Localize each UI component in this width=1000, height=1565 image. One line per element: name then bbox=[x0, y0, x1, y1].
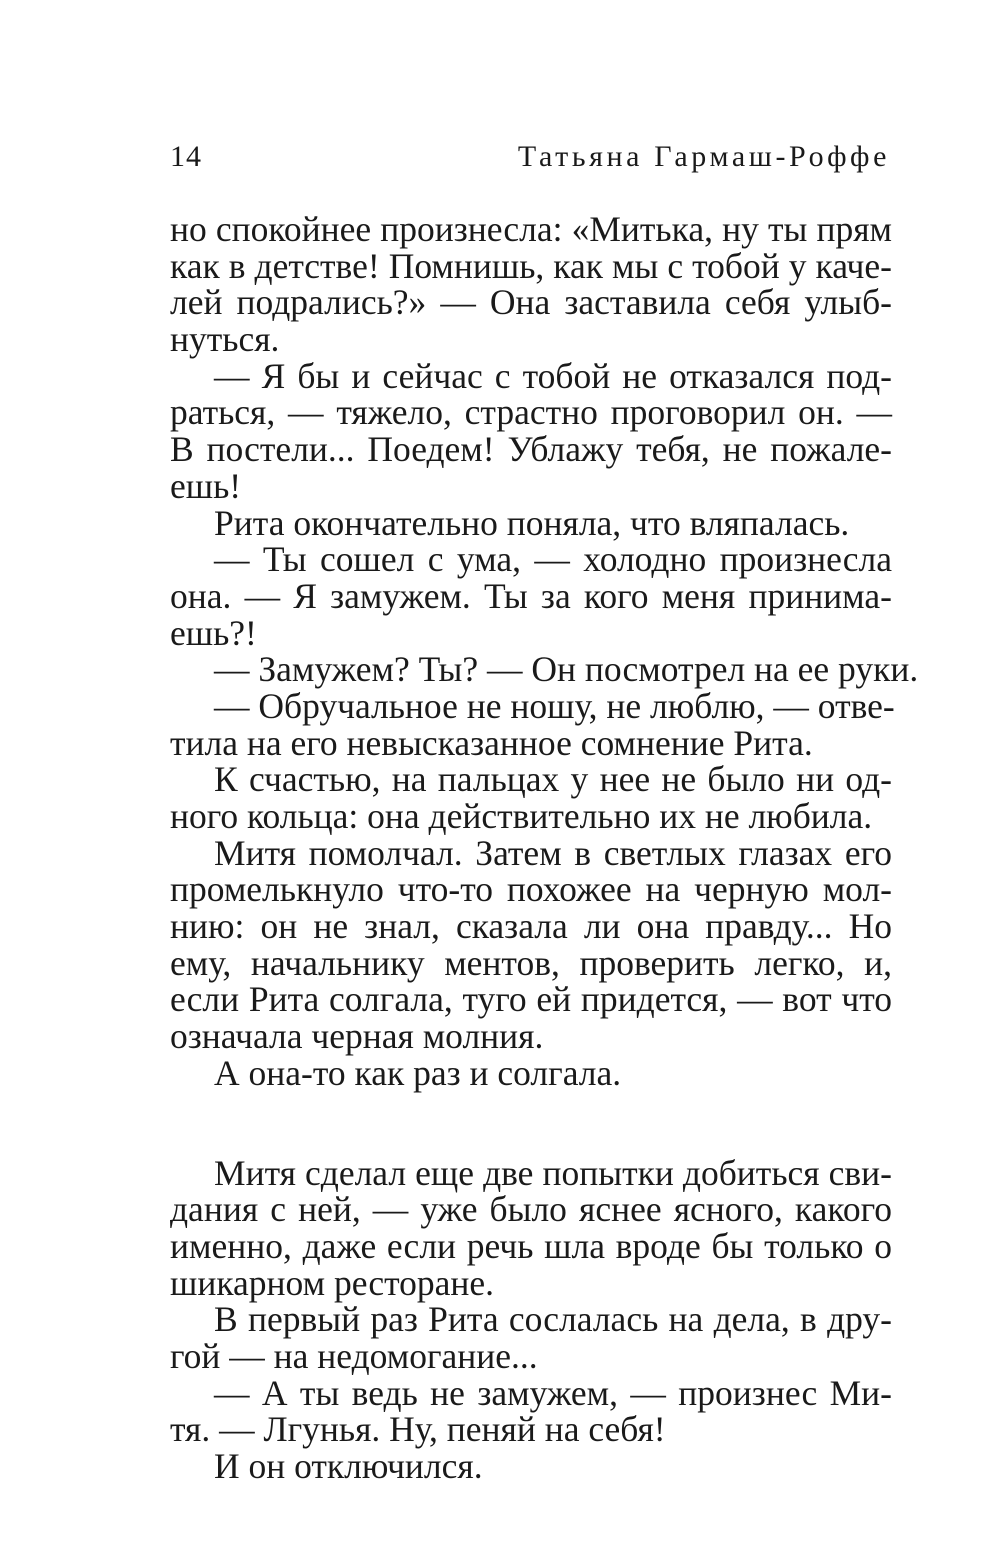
page-header bbox=[170, 140, 890, 180]
text-line: она. — Я замужем. Ты за кого меня принима- bbox=[170, 575, 892, 616]
text-line: ешь! bbox=[170, 465, 242, 506]
running-head: Татьяна Гармаш-Роффе bbox=[517, 140, 890, 173]
text-line: означала черная молния. bbox=[170, 1016, 544, 1057]
text-line: В постели... Поедем! Ублажу тебя, не пожале- bbox=[170, 429, 892, 470]
text-line: К счастью, на пальцах у нее не было ни од- bbox=[214, 759, 892, 800]
text-line: — Обручальное не ношу, не люблю, — отве- bbox=[214, 685, 895, 726]
body-text bbox=[170, 209, 919, 1486]
section-break bbox=[170, 1092, 892, 1155]
text-line: Митя помолчал. Затем в светлых глазах его bbox=[214, 832, 892, 873]
text-line: лей подрались?» — Она заставила себя улыб- bbox=[170, 282, 892, 323]
text-line: нуться. bbox=[170, 319, 280, 360]
text-line: И он отключился. bbox=[214, 1446, 483, 1486]
page-number: 14 bbox=[170, 140, 202, 173]
text-line: промелькнуло что-то похожее на черную мол- bbox=[170, 869, 892, 910]
text-line: ного кольца: она действительно их не любила. bbox=[170, 796, 873, 836]
text-line: тя. — Лгунья. Ну, пеняй на себя! bbox=[170, 1409, 666, 1450]
text-line: раться, — тяжело, страстно проговорил он. — bbox=[170, 392, 892, 433]
text-line: Митя сделал еще две попытки добиться сви- bbox=[214, 1152, 892, 1193]
text-line: ешь?! bbox=[170, 612, 257, 653]
text-line: ему, начальнику ментов, проверить легко, и, bbox=[170, 942, 892, 983]
text-line: но спокойнее произнесла: «Митька, ну ты прям bbox=[170, 209, 892, 249]
text-line: — А ты ведь не замужем, — произнес Ми- bbox=[214, 1372, 892, 1413]
text-line: если Рита солгала, туго ей придется, — вот что bbox=[170, 979, 892, 1020]
text-line: — Ты сошел с ума, — холодно произнесла bbox=[214, 539, 892, 580]
text-line: — Замужем? Ты? — Он посмотрел на ее руки. bbox=[214, 649, 919, 690]
text-line: — Я бы и сейчас с тобой не отказался под- bbox=[214, 355, 892, 396]
text-line: тила на его невысказанное сомнение Рита. bbox=[170, 722, 813, 763]
text-line: именно, даже если речь шла вроде бы только о bbox=[170, 1225, 892, 1266]
text-line: нию: он не знал, сказала ли она правду... Но bbox=[170, 906, 892, 947]
text-line: как в детстве! Помнишь, как мы с тобой у каче- bbox=[170, 245, 892, 286]
text-line: А она-то как раз и солгала. bbox=[214, 1052, 622, 1093]
text-line: гой — на недомогание... bbox=[170, 1335, 538, 1376]
text-line: Рита окончательно поняла, что вляпалась. bbox=[214, 502, 850, 543]
text-line: В первый раз Рита сослалась на дела, в дру- bbox=[214, 1299, 892, 1340]
text-line: шикарном ресторане. bbox=[170, 1262, 495, 1303]
text-line: дания с ней, — уже было яснее ясного, какого bbox=[170, 1189, 892, 1230]
